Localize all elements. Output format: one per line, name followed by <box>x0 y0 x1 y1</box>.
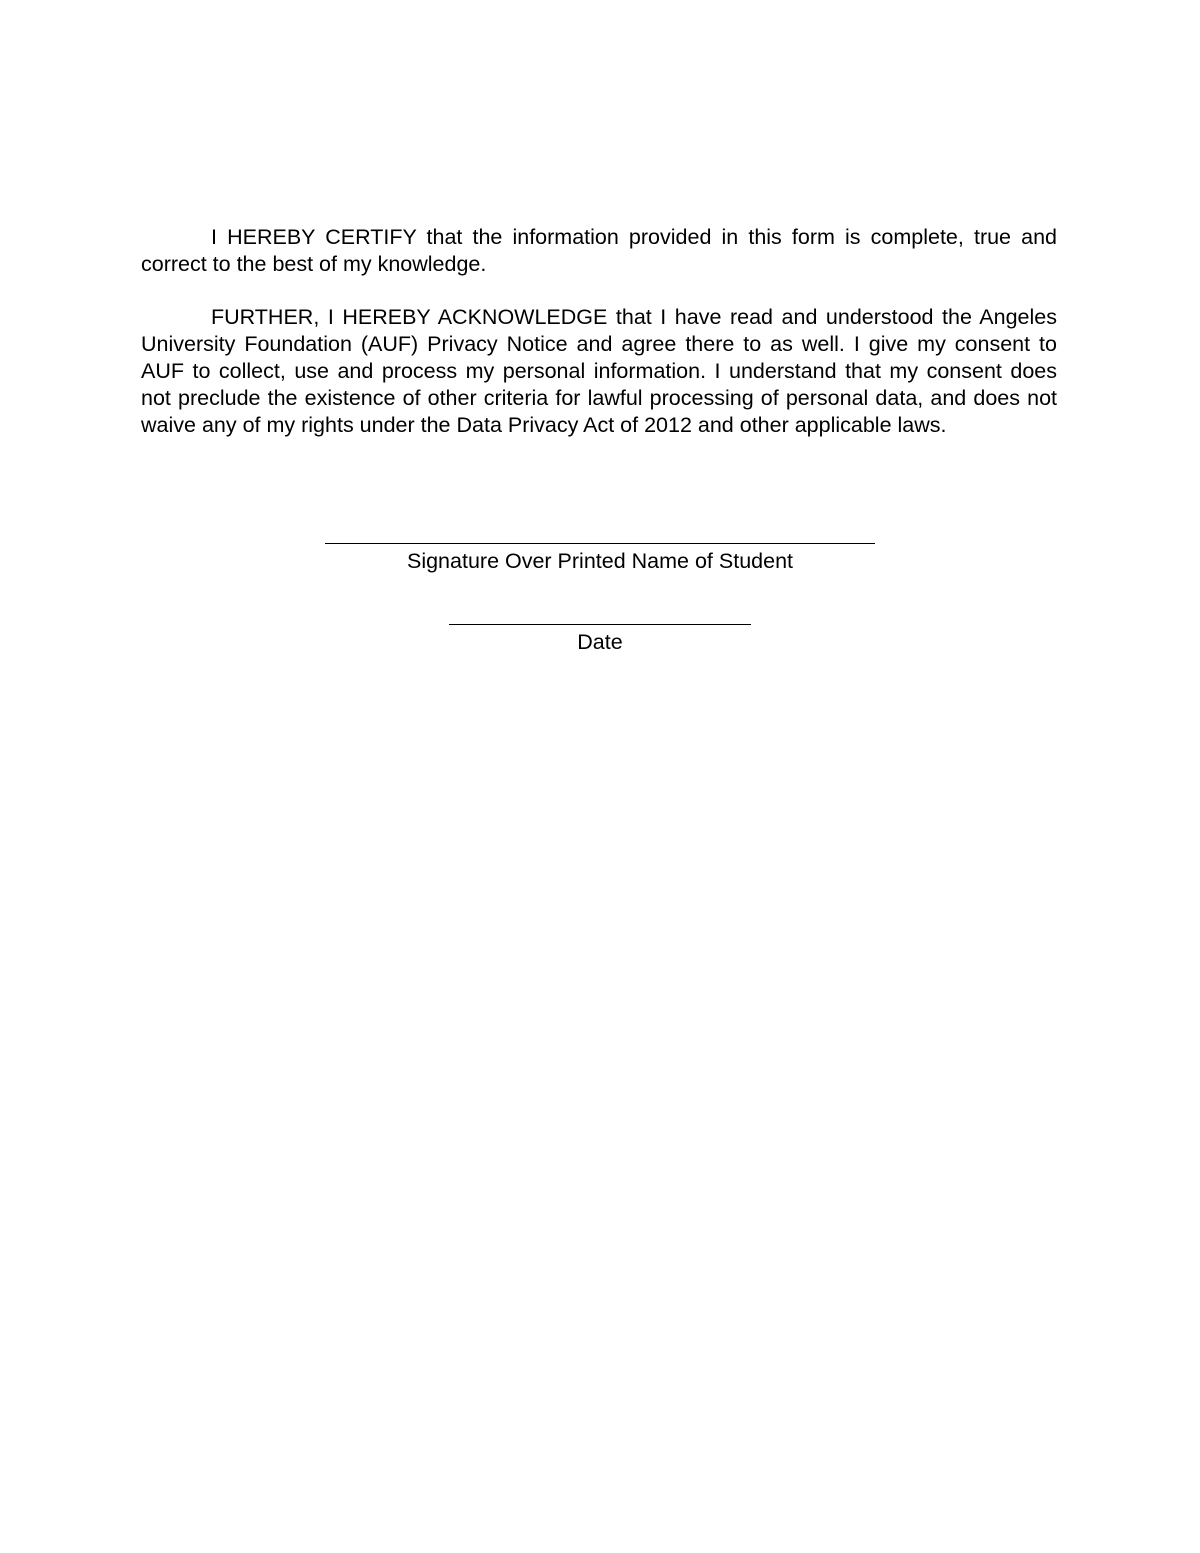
date-line <box>449 624 751 625</box>
certification-paragraph: I HEREBY CERTIFY that the information provided in this form is complete, true and correct to the best of my knowledge. <box>141 225 1057 276</box>
student-signature-line <box>325 543 875 544</box>
date-block <box>0 624 1200 656</box>
privacy-acknowledgement-paragraph: FURTHER, I HEREBY ACKNOWLEDGE that I have read and understood the Angeles University Foundation (AUF) Privacy Notice and agree there to as well. I give my consent to AUF to collect, use and process my personal information. I understand that my consent does not preclude the existence of other criteria for lawful processing of personal data, and does not waive any of my rights under the Data Privacy Act of 2012 and other applicable laws. <box>141 305 1057 437</box>
student-signature-block <box>0 543 1200 575</box>
student-signature-label: Signature Over Printed Name of Student <box>406 549 793 573</box>
date-label: Date <box>577 630 623 654</box>
